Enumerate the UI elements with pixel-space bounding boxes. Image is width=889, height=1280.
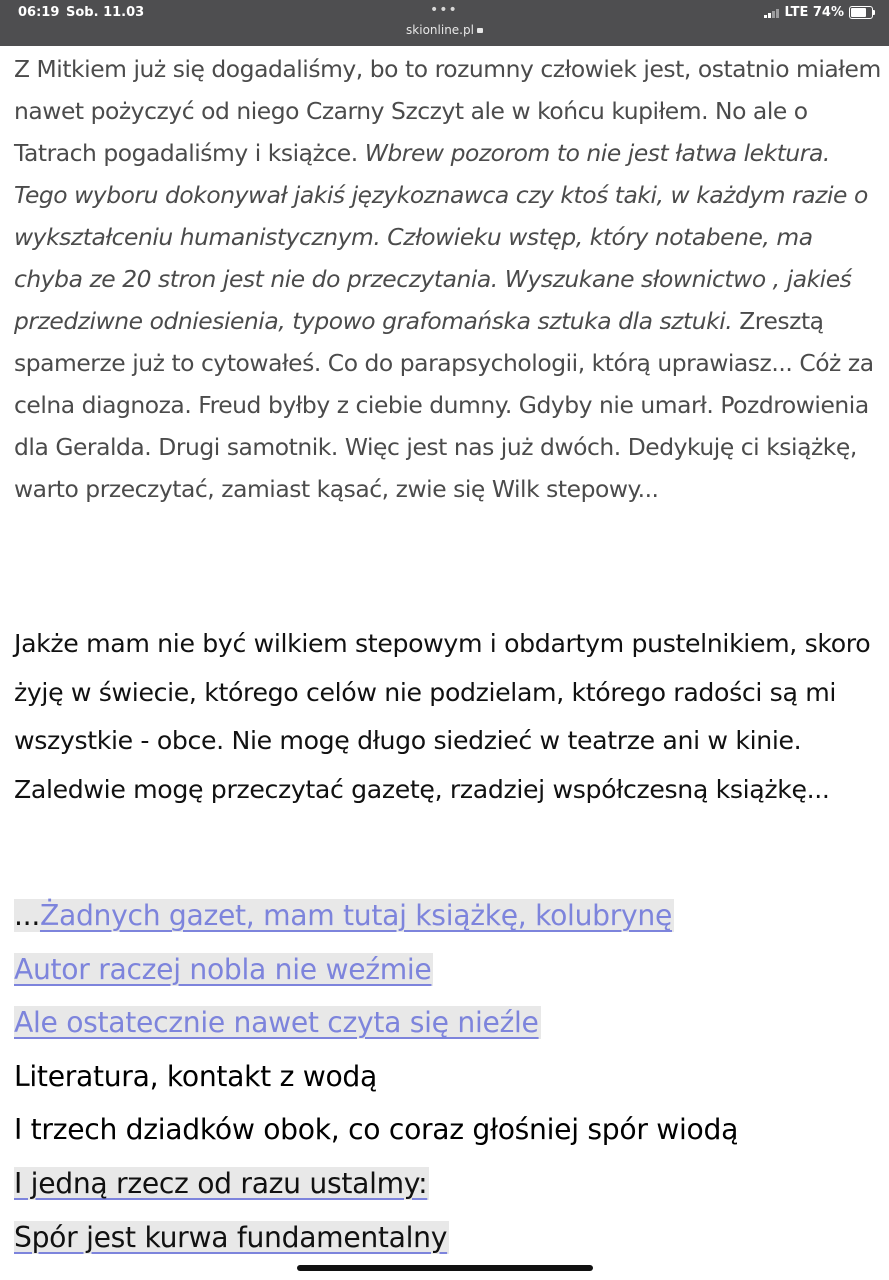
status-date: Sob. 11.03	[66, 5, 145, 20]
lyric-line-7	[14, 1211, 882, 1265]
lyric-link-7[interactable]: Spór jest kurwa fundamentalny	[14, 1220, 448, 1254]
status-time: 06:19	[18, 5, 60, 20]
lyric-link-6[interactable]: I jedną rzecz od razu ustalmy:	[14, 1166, 428, 1200]
lyric-link-2[interactable]: Autor raczej nobla nie weźmie	[14, 952, 432, 986]
quoted-comment	[14, 48, 882, 510]
lyric-line-6	[14, 1157, 882, 1211]
network-type: LTE	[784, 5, 809, 20]
lyric-line-4: Literatura, kontakt z wodą	[14, 1059, 378, 1093]
quote-text-part2: Zresztą spamerze już to cytowałeś. Co do parapsychologii, którą uprawiasz... Cóż za celna diagnoza. Freud byłby z ciebie dumny. Gdyby nie umarł. Pozdrowienia dla Geralda. Drugi samotnik. Więc jest nas już dwóch. Dedykuję ci książkę, warto przeczytać, zamiast kąsać, zwie się Wilk stepowy...	[14, 307, 874, 503]
lock-icon	[477, 28, 483, 33]
more-dots-icon[interactable]: •••	[430, 2, 458, 18]
lyric-line-1	[14, 889, 882, 943]
address-bar[interactable]	[0, 23, 889, 37]
lyric-line-5: I trzech dziadków obok, co coraz głośniej spór wiodą	[14, 1113, 739, 1147]
lyrics-block	[14, 889, 882, 1264]
lyric-line-2	[14, 943, 882, 997]
quote-text-part1: Z Mitkiem już się dogadaliśmy, bo to rozumny człowiek jest, ostatnio miałem nawet pożyczyć od niego Czarny Szczyt ale w końcu kupiłem. No ale o Tatrach pogadaliśmy i książce.	[14, 55, 881, 167]
post-paragraph: Jakże mam nie być wilkiem stepowym i obdartym pustelnikiem, skoro żyję w świecie, którego celów nie podzielam, którego radości są mi wszystkie - obce. Nie mogę długo siedzieć w teatrze ani w kinie. Zaledwie mogę przeczytać gazetę, rzadziej współczesną książkę...	[14, 629, 871, 804]
lyric-line-3	[14, 996, 882, 1050]
cellular-signal-icon	[764, 8, 779, 18]
lyric-prefix: ...	[14, 899, 40, 932]
battery-percent: 74%	[812, 5, 844, 20]
url-text: skionline.pl	[406, 23, 474, 37]
status-bar	[0, 0, 889, 46]
home-indicator[interactable]	[297, 1265, 593, 1271]
battery-icon	[849, 6, 873, 19]
status-indicators	[764, 5, 873, 20]
battery-fill	[851, 8, 866, 17]
lyric-link-3[interactable]: Ale ostatecznie nawet czyta się nieźle	[14, 1006, 539, 1040]
quote-italic-text: Wbrew pozorom to nie jest łatwa lektura. Tego wyboru dokonywał jakiś językoznawca czy ktoś taki, w każdym razie o wykształceniu humanistycznym. Człowieku wstęp, który notabene, ma chyba ze 20 stron jest nie do przeczytania. Wyszukane słownictwo , jakieś przedziwne odniesienia, typowo grafomańska sztuka dla sztuki.	[14, 139, 868, 335]
lyric-link-1[interactable]: Żadnych gazet, mam tutaj książkę, kolubrynę	[39, 899, 673, 932]
